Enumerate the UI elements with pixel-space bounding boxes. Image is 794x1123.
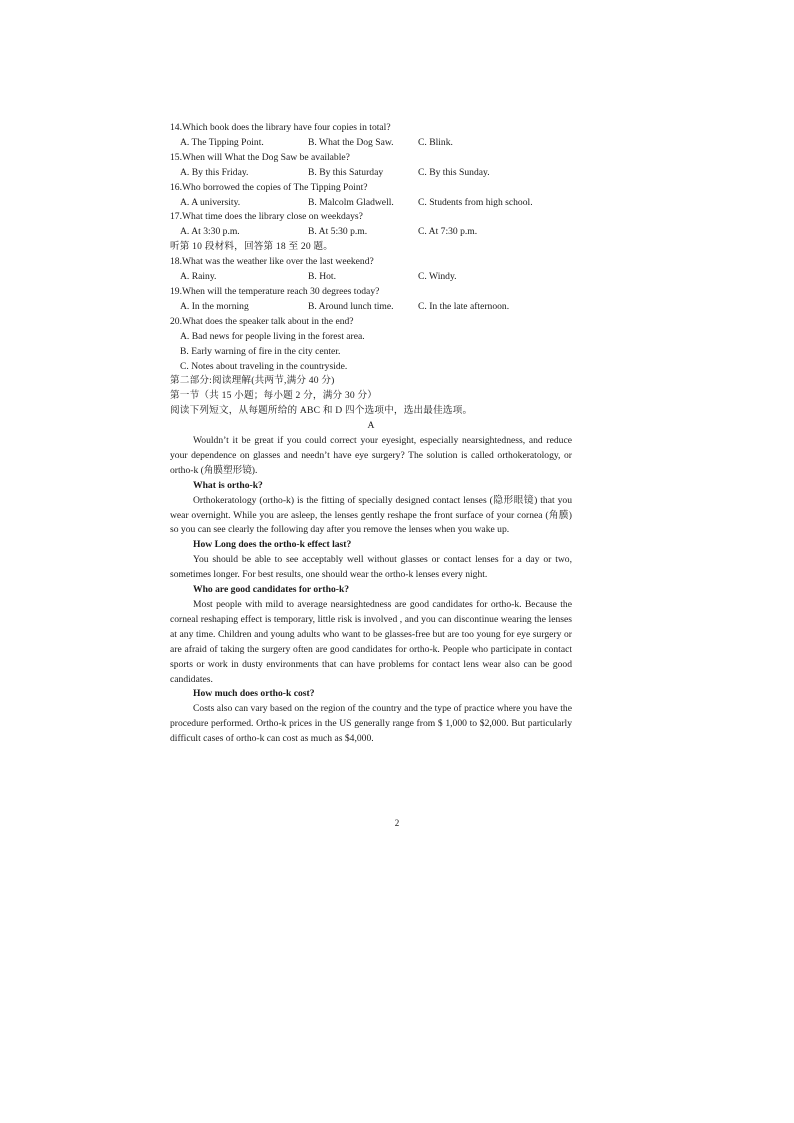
question-14 [170, 121, 572, 151]
passage-paragraph: You should be able to see acceptably well without glasses or contact lenses for a day or two, sometimes longer. For best results, one should wear the ortho-k lenses every night. [170, 554, 572, 581]
passage-label: A [367, 420, 375, 432]
reading-instruction: 阅读下列短文，从每题所给的 ABC 和 D 四个选项中，选出最佳选项。 [170, 405, 473, 417]
passage-paragraph: Costs also can vary based on the region of the country and the type of practice where you have the procedure performed. Ortho-k prices in the US generally range from $ 1,000 to $2,000. But particularly difficult cases of ortho-k can cost as much as $4,000. [170, 703, 572, 745]
option-c: C. Students from high school. [418, 196, 533, 208]
question-stem: 14.Which book does the library have four copies in total? [170, 122, 391, 133]
question-options [170, 225, 572, 240]
option-a: A. In the morning [180, 300, 249, 312]
part-title: 第二部分:阅读理解(共两节,满分 40 分) [170, 375, 335, 387]
question-options [170, 166, 572, 181]
section-heading: Who are good candidates for ortho-k? [193, 584, 350, 596]
question-options [170, 300, 572, 315]
question-options [170, 270, 572, 285]
section-title: 第一节（共 15 小题；每小题 2 分，满分 30 分） [170, 390, 378, 402]
question-15 [170, 151, 572, 181]
section-heading: How Long does the ortho-k effect last? [193, 539, 352, 551]
option-b: B. Malcolm Gladwell. [308, 196, 394, 208]
option-a: A. Rainy. [180, 271, 217, 283]
question-16 [170, 181, 572, 211]
option-a: A. At 3:30 p.m. [180, 226, 240, 238]
option-a: A. By this Friday. [180, 166, 249, 178]
question-stem: 20.What does the speaker talk about in the end? [170, 315, 354, 327]
section-heading: How much does ortho-k cost? [193, 688, 315, 700]
option-a: A. A university. [180, 196, 241, 208]
listening-instruction: 听第 10 段材料，回答第 18 至 20 题。 [170, 241, 334, 253]
option-b: B. By this Saturday [308, 166, 384, 178]
passage-paragraph: Most people with mild to average nearsightedness are good candidates for ortho-k. Because the corneal reshaping effect is temporary, little risk is involved , and you can discontinue wearing the lenses at any time. Children and young adults who want to be glasses-free but are too young for eye surgery or are afraid of taking the surgery often are good candidates for ortho-k. People who participate in contact sports or work in dusty environments that can have problems for contact lens wear also can be good candidates. [170, 599, 572, 685]
option-b: B. Hot. [308, 271, 336, 283]
question-stem: 19.When will the temperature reach 30 degrees today? [170, 285, 380, 297]
option-b: B. Around lunch time. [308, 300, 394, 312]
question-stem: 17.What time does the library close on weekdays? [170, 211, 363, 223]
option-c: C. Windy. [418, 271, 457, 283]
option-c: C. Blink. [418, 136, 453, 148]
question-19 [170, 285, 572, 315]
option-a: A. Bad news for people living in the forest area. [180, 330, 365, 342]
question-stem: 15.When will What the Dog Saw be available? [170, 151, 350, 163]
question-options [170, 136, 572, 151]
option-c: C. Notes about traveling in the countryside. [180, 360, 348, 372]
option-b: B. Early warning of fire in the city center. [180, 345, 341, 357]
option-c: C. In the late afternoon. [418, 300, 510, 312]
question-stem: 18.What was the weather like over the last weekend? [170, 256, 374, 268]
option-c: C. By this Sunday. [418, 166, 490, 178]
section-heading: What is ortho-k? [193, 479, 263, 491]
question-stem: 16.Who borrowed the copies of The Tipping Point? [170, 181, 368, 193]
option-a: A. The Tipping Point. [180, 136, 264, 148]
option-b: B. At 5:30 p.m. [308, 226, 368, 238]
question-17 [170, 210, 572, 240]
question-20 [170, 315, 572, 375]
option-c: C. At 7:30 p.m. [418, 226, 478, 238]
option-b: B. What the Dog Saw. [308, 136, 394, 148]
page-number: 2 [394, 818, 400, 828]
question-options [170, 196, 572, 211]
question-18 [170, 255, 572, 285]
exam-page-content [170, 121, 572, 747]
passage-paragraph: Orthokeratology (ortho-k) is the fitting of specially designed contact lenses (隐形眼镜) that you wear overnight. While you are asleep, the lenses gently reshape the front surface of your cornea (角膜) so you can see clearly the following day after you remove the lenses when you wake up. [170, 494, 572, 536]
passage-intro: Wouldn’t it be great if you could correct your eyesight, especially nearsightedness, and reduce your dependence on glasses and needn’t have eye surgery? The solution is called orthokeratology, or ortho-k (角膜塑形镜). [170, 435, 572, 476]
